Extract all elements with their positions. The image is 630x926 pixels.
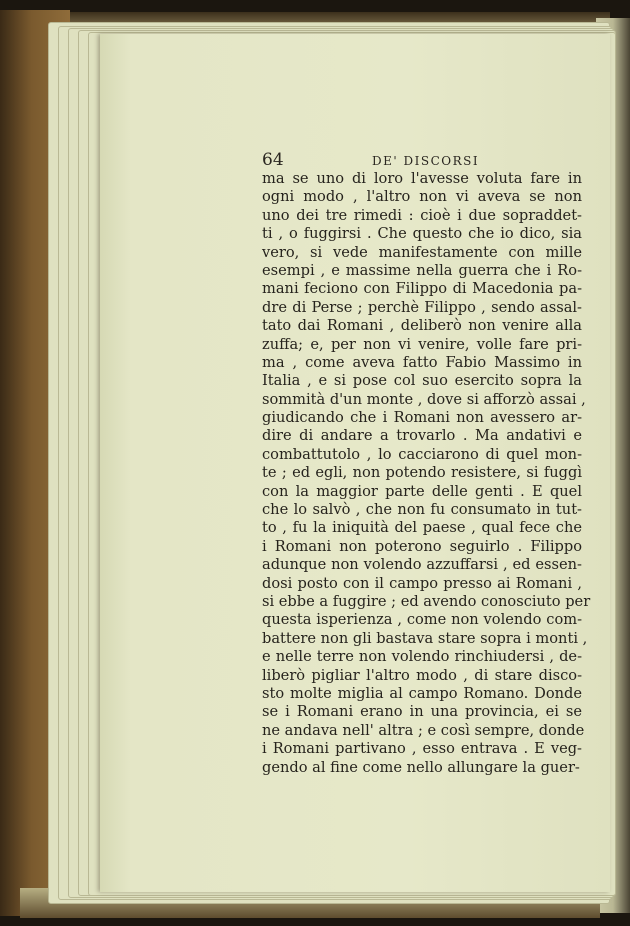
text-line: si ebbe a fuggire ; ed avendo conosciuto per xyxy=(262,592,591,610)
text-line: se i Romani erano in una provincia, ei se xyxy=(262,703,582,721)
text-line: sommità d'un monte , dove si afforzò assai , xyxy=(262,390,586,408)
page-number: 64 xyxy=(262,150,284,170)
text-line: giudicando che i Romani non avessero ar- xyxy=(262,409,582,427)
text-line: mani feciono con Filippo di Macedonia pa- xyxy=(262,280,582,298)
text-line: dire di andare a trovarlo . Ma andativi e xyxy=(262,427,582,445)
text-line: ti , o fuggirsi . Che questo che io dico, sia xyxy=(262,225,582,243)
running-head: DE' DISCORSI xyxy=(372,154,480,168)
text-line: i Romani partivano , esso entrava . E veg- xyxy=(262,740,582,758)
text-line: ogni modo , l'altro non vi aveva se non xyxy=(262,188,582,206)
text-line: combattutolo , lo cacciarono di quel mon- xyxy=(262,445,582,463)
text-line: liberò pigliar l'altro modo , di stare disco- xyxy=(262,666,582,684)
text-line: ma se uno di loro l'avesse voluta fare in xyxy=(262,170,582,187)
text-line: ma , come aveva fatto Fabio Massimo in xyxy=(262,353,582,371)
text-line: uno dei tre rimedi : cioè i due sopraddet- xyxy=(262,206,582,224)
text-line: dosi posto con il campo presso ai Romani , xyxy=(262,574,582,592)
text-line: vero, si vede manifestamente con mille xyxy=(262,243,582,261)
page-header xyxy=(262,149,582,171)
text-line: dre di Perse ; perchè Filippo , sendo assal- xyxy=(262,298,582,316)
text-line: che lo salvò , che non fu consumato in tut- xyxy=(262,501,582,519)
text-line: sto molte miglia al campo Romano. Donde xyxy=(262,684,582,702)
text-line: to , fu la iniquità del paese , qual fece che xyxy=(262,519,582,537)
text-line: e nelle terre non volendo rinchiudersi , de- xyxy=(262,648,582,666)
text-line: te ; ed egli, non potendo resistere, si fuggì xyxy=(262,464,582,482)
text-line: battere non gli bastava stare sopra i monti , xyxy=(262,629,588,647)
text-line: zuffa; e, per non vi venire, volle fare pri- xyxy=(262,335,582,353)
body-text xyxy=(262,170,591,777)
text-line: tato dai Romani , deliberò non venire alla xyxy=(262,317,582,335)
text-line: gendo al fine come nello allungare la guer- xyxy=(262,758,580,776)
text-line: ne andava nell' altra ; e così sempre, donde xyxy=(262,721,585,739)
text-line: con la maggior parte delle genti . E quel xyxy=(262,482,582,500)
text-line: esempi , e massime nella guerra che i Ro- xyxy=(262,261,582,279)
text-line: questa isperienza , come non volendo com- xyxy=(262,611,582,629)
text-line: adunque non volendo azzuffarsi , ed essen- xyxy=(262,556,582,574)
text-line: Italia , e si pose col suo esercito sopra la xyxy=(262,372,582,390)
text-line: i Romani non poterono seguirlo . Filippo xyxy=(262,537,582,555)
